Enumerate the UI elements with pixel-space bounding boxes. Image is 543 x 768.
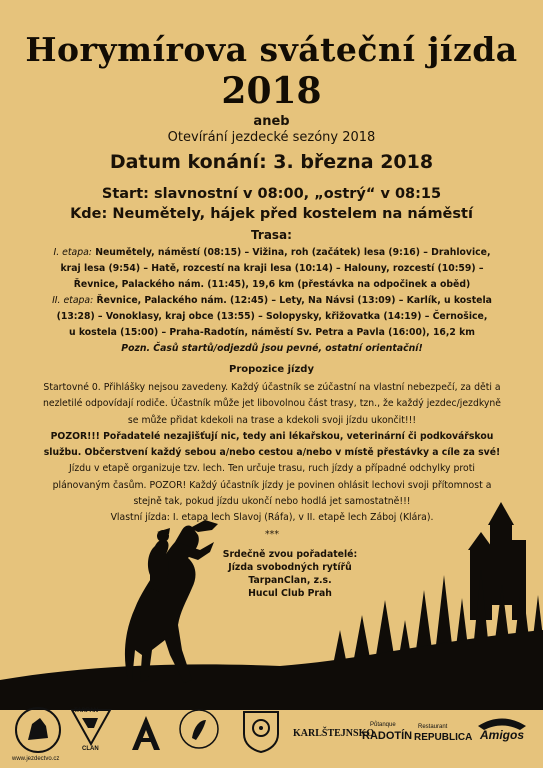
amigos-text: Amigos [480,728,525,742]
event-date: Datum konání: 3. března 2018 [109,151,434,173]
route-heading: Trasa: [251,228,292,242]
route-note: Pozn. Časů startů/odjezdů jsou pevné, ostatní orientační! [121,343,423,354]
tarpan-label: TARPAN [74,708,99,714]
organizer-3: Hucul Club Prah [248,588,332,599]
organizer-1: Jízda svobodných rytířů [228,562,352,573]
sponsor-logos [0,698,543,768]
poster-year: 2018 [221,70,322,112]
rules-paragraph-4: Vlastní jízda: I. etapa lech Slavoj (Ráfa), v II. etapě lech Záboj (Klára). [110,512,434,524]
clan-label: CLAN [82,746,99,752]
jezdectvo-url: www.jezdectvo.cz [12,756,60,762]
rules-paragraph-3: Jízdu v etapě organizuje tzv. lech. Ten určuje trasu, ruch jízdy a případné odchylky proti plánovaným časům. POZOR! Každý účastník jízdy je povinen ohlásit lechovi svoji přítomnost a stejně tak, pokud jízdu ukončí nebo hodlá jet samostatně!!! [52,463,492,508]
hucul-club-logo [178,708,220,750]
radotin-logo: RADOTÍN [362,730,413,742]
karlstejnsko-logo: KARLŠTEJNSKO [293,728,375,739]
organizers [190,548,390,600]
rules-heading: Propozice jízdy [229,364,314,375]
subtitle: Otevírání jezdecké sezóny 2018 [167,130,376,145]
event-location: Kde: Neumětely, hájek před kostelem na náměstí [70,206,473,222]
town-crest-logo [240,708,282,754]
stage-2-text: Řevnice, Palackého nám. (12:45) – Lety, Na Návsi (13:09) – Karlík, u kostela (13:28) – Vonoklasy, kraj obce (13:55) – Solopysky, křižovatka (14:19) – Černošice, u kostela (15:00) – Praha-Radotín, náměstí Sv. Petra a Pavla (16:00), 16,2 km [56,295,492,338]
stage-2-label: II. etapa: [52,295,94,306]
poster-title: Horymírova sváteční jízda [25,30,518,69]
rules-stars: *** [265,528,279,540]
stage-1-text: Neumětely, náměstí (08:15) – Vižina, roh (začátek) lesa (9:16) – Drahlovice, kraj lesa (9:54) – Hatě, rozcestí na kraji lesa (10:14) – Halouny, rozcestí (10:59) – Řevnice, Palackého nám. (11:45), 19,6 km (přestávka na odpočinek a oběd) [60,247,491,290]
aneb-text: aneb [253,114,290,129]
stage-1-label: I. etapa: [53,247,92,258]
route-description [52,245,492,357]
republica-logo: REPUBLICA [414,732,473,743]
rules-paragraph-1: Startovné 0. Přihlášky nejsou zavedeny. Každý účastník se zúčastní na vlastní nebezpečí, za děti a nezletilé odpovídají rodiče. Účastník může jet libovolnou část trasy, tzn., že každý jezdec/jezdkyně se může přidat kdekoli na trase a kdekoli svoji jízdu ukončit!!! [42,382,502,426]
start-time: Start: slavnostní v 08:00, „ostrý“ v 08:15 [101,186,442,202]
organizers-intro: Srdečně zvou pořadatelé: [222,549,358,560]
restaurant-label: Restaurant [418,724,448,730]
rules-text [42,380,502,543]
organizer-2: TarpanClan, z.s. [248,575,332,586]
rules-paragraph-2: POZOR!!! Pořadatelé nezajišťují nic, tedy ani lékařskou, veterinární či podkovářskou službu. Občerstvení každý sebou a/nebo cestou a/nebo v místě přestávky a cíle za své! [43,430,501,459]
arch-emblem-logo [128,712,164,752]
jezdectvo-logo [14,704,62,756]
petanque-label: Půtanque [370,722,396,728]
